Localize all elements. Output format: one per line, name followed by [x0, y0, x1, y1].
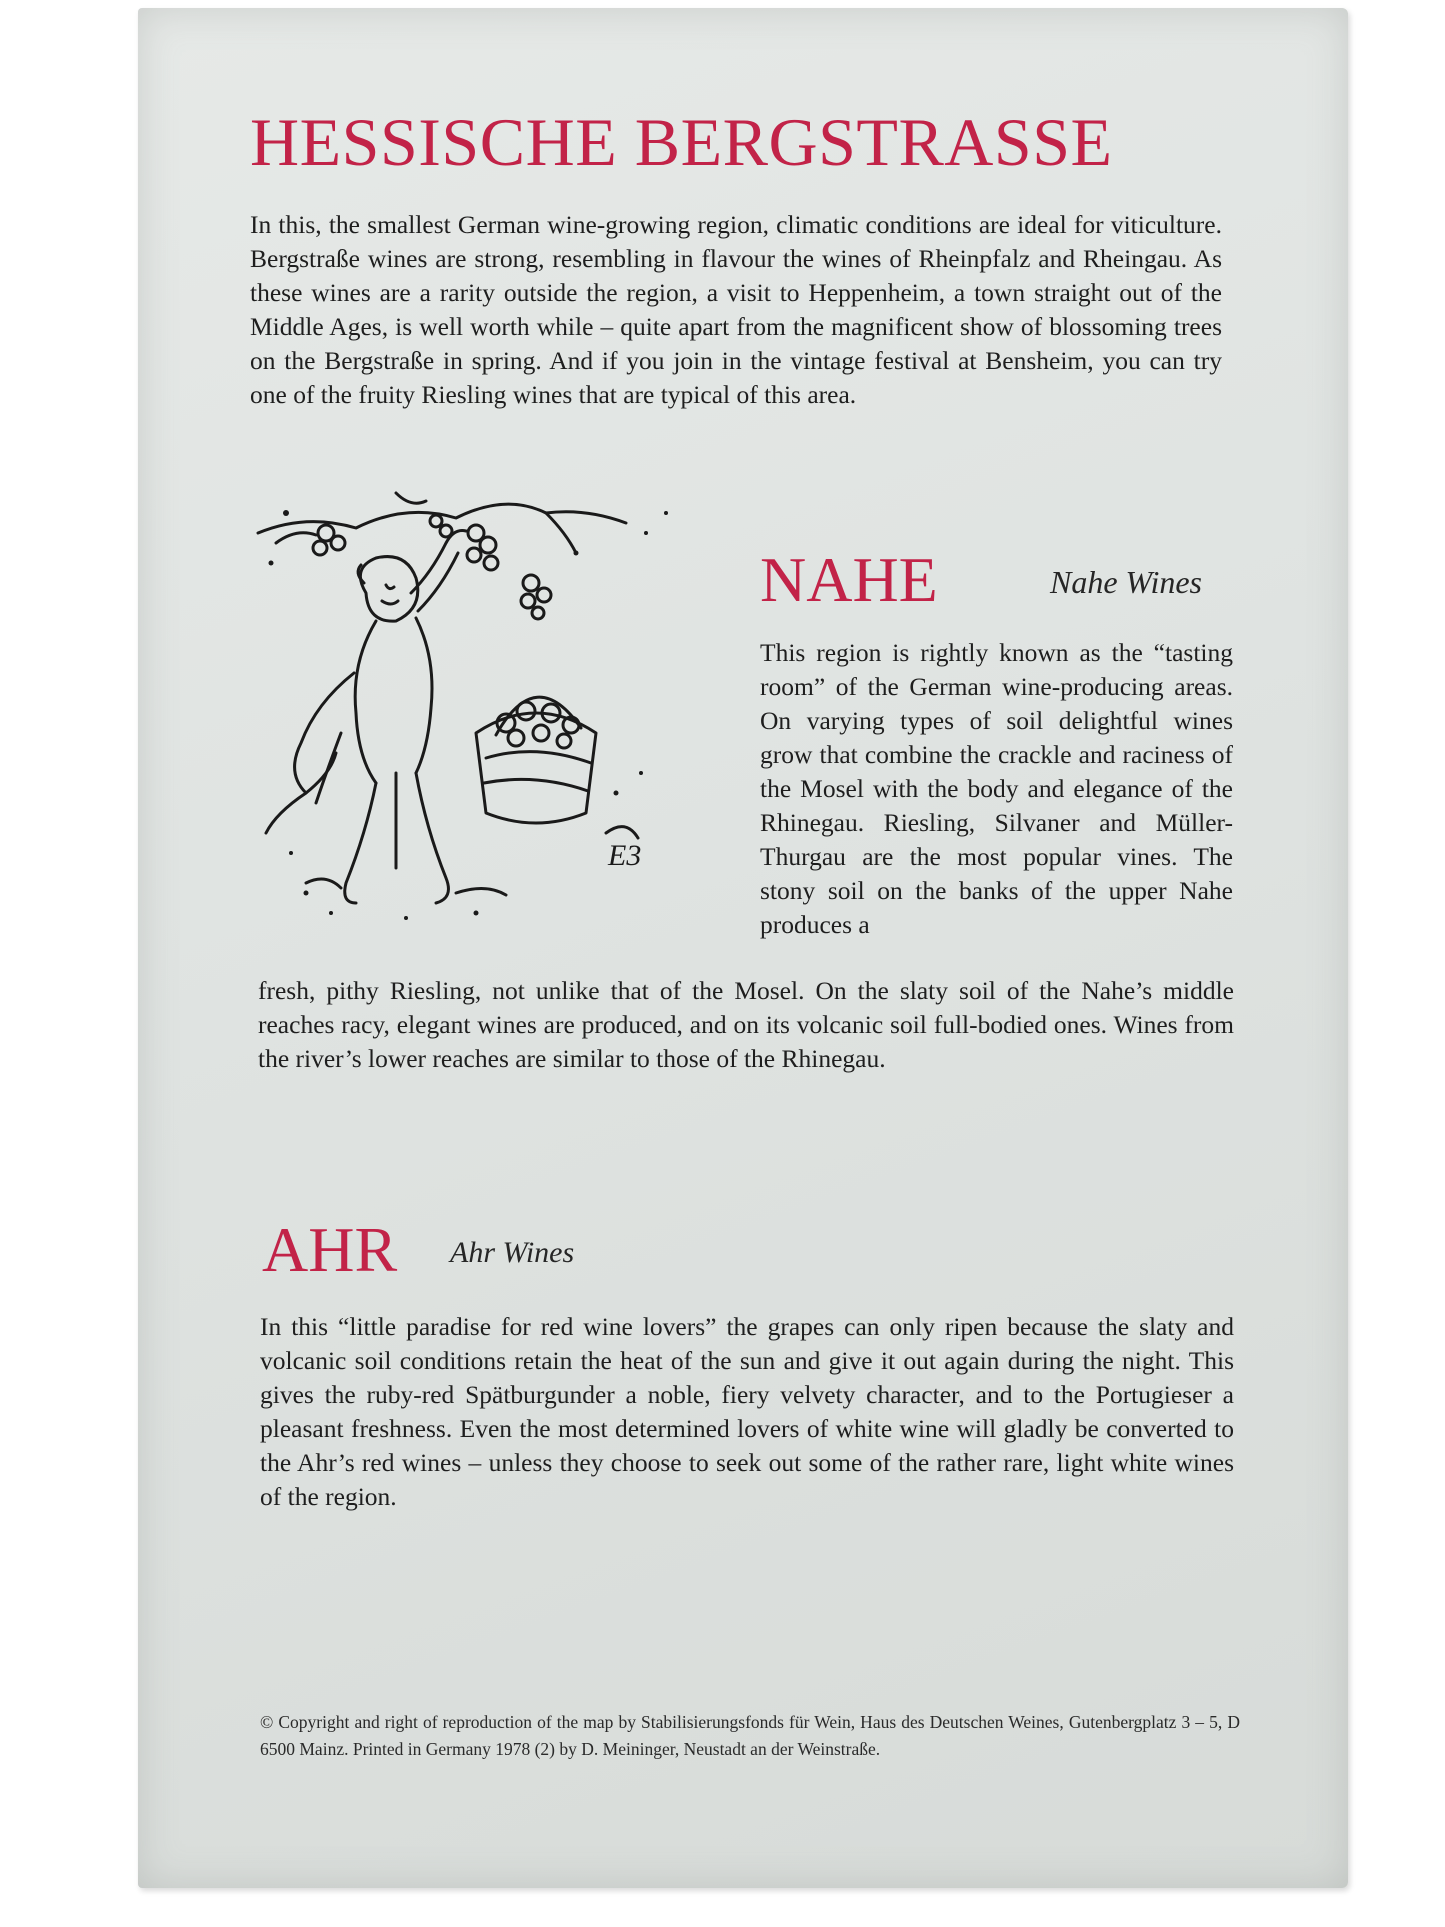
copyright-notice: © Copyright and right of reproduction of the map by Stabilisierungsfonds für Wein, Haus des Deutschen Weines, Gutenbergplatz 3 – 5, D 6500 Mainz. Printed in Germany 1978 (2) by D. Meininger, Neustadt an der Weinstraße. [260, 1712, 1240, 1759]
illustration-signature: E3 [608, 839, 642, 872]
nahe-paragraph-column: This region is rightly known as the “tasting room” of the German wine-producing areas. On varying types of soil delightful wines grow that combine the crackle and raciness of the Mosel with the body and elegance of the Rhinegau. Riesling, Silvaner and Müller-Thurgau are the most popular vines. The stony soil on the banks of the upper Nahe produces a [760, 638, 1233, 939]
hessische-bergstrasse-paragraph: In this, the smallest German wine-growing region, climatic conditions are ideal for viticulture. Bergstraße wines are strong, resembling in flavour the wines of Rheinpfalz and Rheingau. As these wines are a rarity outside the region, a visit to Heppenheim, a town straight out of the Middle Ages, is well worth while – quite apart from the magnificent show of blossoming trees on the Bergstraße in spring. And if you join in the vintage festival at Bensheim, you can try one of the fruity Riesling wines that are typical of this area. [250, 210, 1222, 409]
hessische-bergstrasse-heading: HESSISCHE BERGSTRASSE [250, 104, 1113, 180]
ahr-subtitle: Ahr Wines [450, 1236, 575, 1269]
nahe-heading: NAHE [760, 544, 938, 615]
ahr-heading: AHR [262, 1214, 398, 1285]
nahe-paragraph-continued: fresh, pithy Riesling, not unlike that of the Mosel. On the slaty soil of the Nahe’s middle reaches racy, elegant wines are produced, and on its volcanic soil full-bodied ones. Wines from the river’s lower reaches are similar to those of the Rhinegau. [258, 976, 1234, 1073]
nahe-subtitle: Nahe Wines [1050, 564, 1202, 600]
brochure-page [138, 8, 1348, 1888]
cherub-grape-harvest-illustration [246, 473, 696, 923]
ahr-paragraph: In this “little paradise for red wine lovers” the grapes can only ripen because the slaty and volcanic soil conditions retain the heat of the sun and give it out again during the night. This gives the ruby-red Spätburgunder a noble, fiery velvety character, and to the Portugieser a pleasant freshness. Even the most determined lovers of white wine will gladly be converted to the Ahr’s red wines – unless they choose to seek out some of the rather rare, light white wines of the region. [260, 1312, 1234, 1511]
